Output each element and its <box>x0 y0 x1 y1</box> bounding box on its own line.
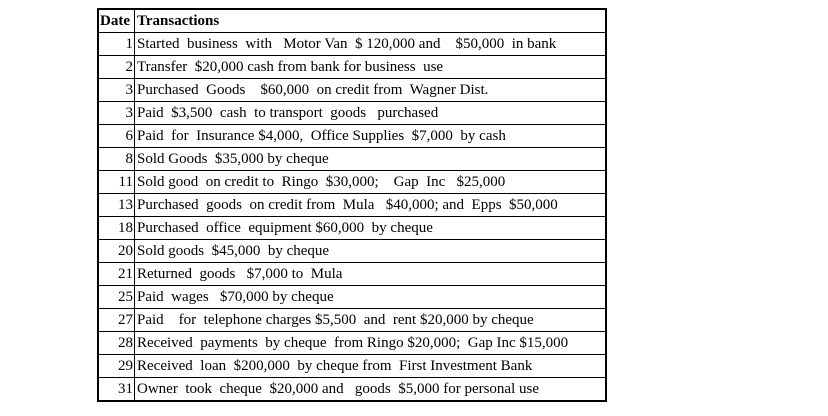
transaction-cell: Received loan $200,000 by cheque from First Investment Bank <box>135 355 607 378</box>
table-row <box>98 79 606 102</box>
table-row <box>98 332 606 355</box>
table-row <box>98 102 606 125</box>
table-row <box>98 240 606 263</box>
table-row <box>98 56 606 79</box>
transaction-cell: Sold goods $45,000 by cheque <box>135 240 607 263</box>
date-column-header: Date <box>98 9 135 33</box>
date-cell: 11 <box>98 171 135 194</box>
transaction-cell: Purchased goods on credit from Mula $40,000; and Epps $50,000 <box>135 194 607 217</box>
date-cell: 31 <box>98 378 135 402</box>
date-cell: 13 <box>98 194 135 217</box>
date-cell: 25 <box>98 286 135 309</box>
table-row <box>98 378 606 402</box>
table-row <box>98 148 606 171</box>
table-row <box>98 125 606 148</box>
transaction-cell: Purchased Goods $60,000 on credit from Wagner Dist. <box>135 79 607 102</box>
table-row <box>98 33 606 56</box>
transaction-cell: Paid for telephone charges $5,500 and rent $20,000 by cheque <box>135 309 607 332</box>
date-cell: 20 <box>98 240 135 263</box>
transaction-cell: Sold Goods $35,000 by cheque <box>135 148 607 171</box>
date-cell: 3 <box>98 79 135 102</box>
date-cell: 21 <box>98 263 135 286</box>
date-cell: 28 <box>98 332 135 355</box>
transactions-table <box>97 8 607 402</box>
date-cell: 27 <box>98 309 135 332</box>
table-row <box>98 263 606 286</box>
transaction-cell: Returned goods $7,000 to Mula <box>135 263 607 286</box>
date-cell: 1 <box>98 33 135 56</box>
table-row <box>98 171 606 194</box>
table-row <box>98 286 606 309</box>
date-cell: 6 <box>98 125 135 148</box>
date-cell: 29 <box>98 355 135 378</box>
transactions-column-header: Transactions <box>135 9 607 33</box>
table-row <box>98 194 606 217</box>
table-row <box>98 355 606 378</box>
date-cell: 2 <box>98 56 135 79</box>
transaction-cell: Started business with Motor Van $ 120,000 and $50,000 in bank <box>135 33 607 56</box>
transaction-cell: Paid for Insurance $4,000, Office Supplies $7,000 by cash <box>135 125 607 148</box>
table-header <box>98 9 606 33</box>
transaction-cell: Received payments by cheque from Ringo $20,000; Gap Inc $15,000 <box>135 332 607 355</box>
table-row <box>98 217 606 240</box>
transaction-cell: Paid wages $70,000 by cheque <box>135 286 607 309</box>
date-cell: 3 <box>98 102 135 125</box>
date-cell: 18 <box>98 217 135 240</box>
header-row <box>98 9 606 33</box>
table-body <box>98 33 606 402</box>
transaction-cell: Owner took cheque $20,000 and goods $5,000 for personal use <box>135 378 607 402</box>
transaction-cell: Paid $3,500 cash to transport goods purchased <box>135 102 607 125</box>
table-row <box>98 309 606 332</box>
transaction-cell: Purchased office equipment $60,000 by cheque <box>135 217 607 240</box>
date-cell: 8 <box>98 148 135 171</box>
transaction-cell: Transfer $20,000 cash from bank for business use <box>135 56 607 79</box>
transaction-cell: Sold good on credit to Ringo $30,000; Gap Inc $25,000 <box>135 171 607 194</box>
